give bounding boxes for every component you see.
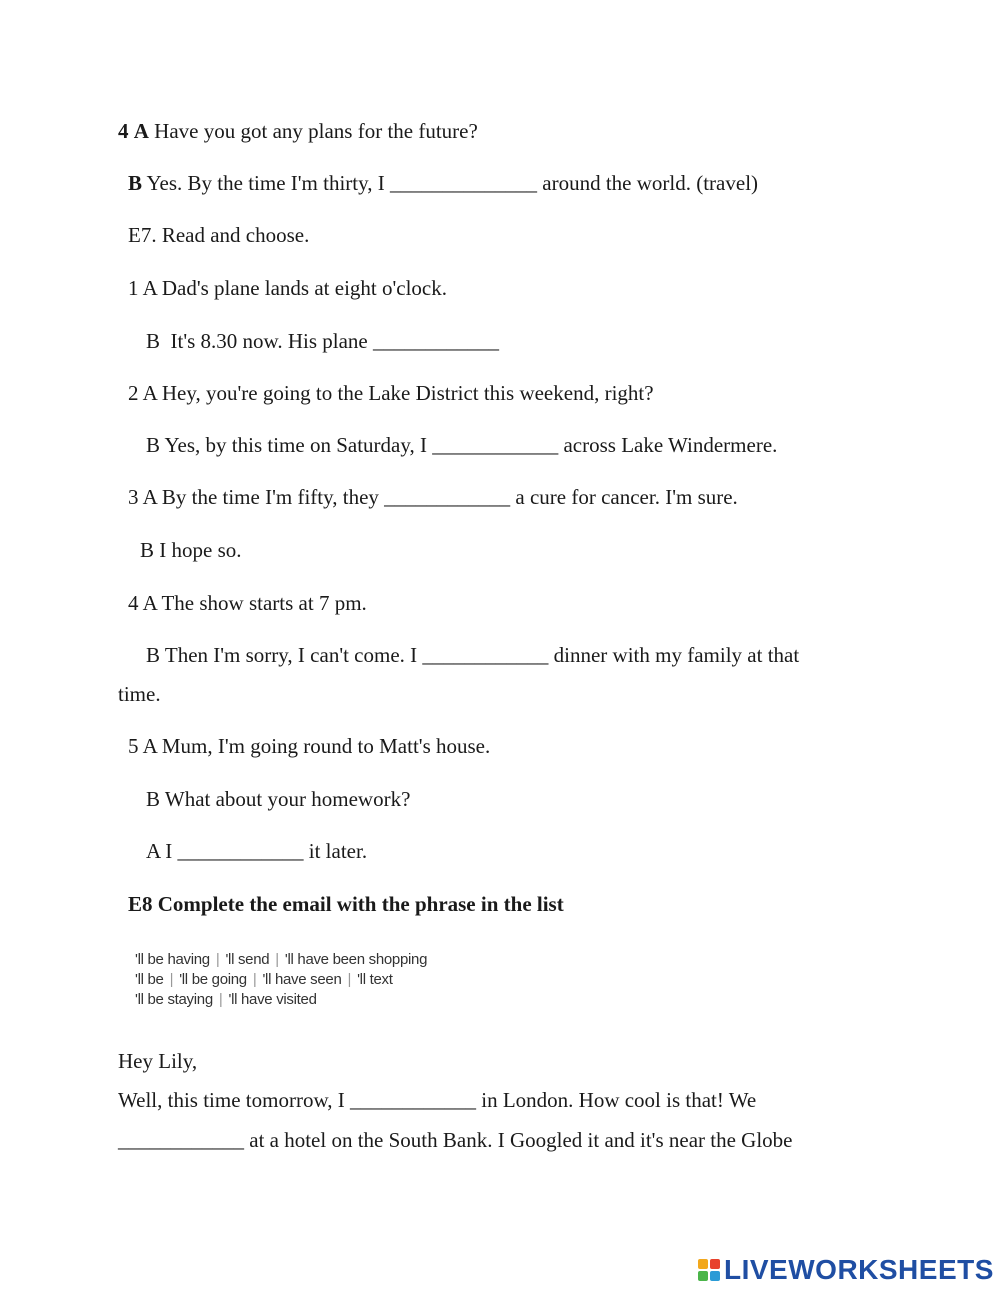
e7-line-5b: B What about your homework? bbox=[146, 787, 411, 811]
e7-line-4b: B Then I'm sorry, I can't come. I ____________ dinner with my family at that bbox=[146, 643, 800, 667]
logo-blocks-icon bbox=[698, 1259, 720, 1281]
word-item: 'll be bbox=[135, 971, 164, 988]
email-line-1: Well, this time tomorrow, I ____________ in London. How cool is that! We bbox=[118, 1088, 757, 1112]
e7-line-3a: 3 A By the time I'm fifty, they ____________ a cure for cancer. I'm sure. bbox=[128, 485, 738, 509]
word-item: 'll send bbox=[225, 951, 270, 968]
e7-line-5c: A I ____________ it later. bbox=[146, 839, 368, 863]
e7-title: E7. Read and choose. bbox=[128, 223, 310, 247]
q4-a-text: Have you got any plans for the future? bbox=[148, 119, 478, 143]
email-greeting: Hey Lily, bbox=[118, 1049, 198, 1073]
logo-block bbox=[710, 1259, 720, 1269]
e7-line-2a: 2 A Hey, you're going to the Lake District this weekend, right? bbox=[128, 381, 654, 405]
word-list-row: 'll be staying | 'll have visited bbox=[135, 991, 317, 1008]
word-item: 'll have been shopping bbox=[284, 951, 428, 968]
word-list bbox=[135, 950, 465, 1010]
e7-line-3b: B I hope so. bbox=[140, 538, 242, 562]
q4-number: 4 bbox=[118, 119, 129, 143]
e7-line-4b-cont: time. bbox=[118, 682, 161, 706]
e8-title: E8 Complete the email with the phrase in the list bbox=[128, 892, 564, 916]
q4-line-a bbox=[118, 118, 478, 144]
logo-block bbox=[698, 1271, 708, 1281]
e7-line-1b: B It's 8.30 now. His plane ____________ bbox=[146, 329, 499, 353]
logo-block bbox=[698, 1259, 708, 1269]
word-list-row: 'll be having | 'll send | 'll have been shopping bbox=[135, 951, 428, 968]
e7-line-2b: B Yes, by this time on Saturday, I ____________ across Lake Windermere. bbox=[146, 433, 778, 457]
word-item: 'll have visited bbox=[228, 991, 317, 1008]
liveworksheets-logo bbox=[698, 1252, 994, 1288]
q4-b-label: B bbox=[128, 171, 143, 195]
word-item: 'll be staying bbox=[135, 991, 213, 1008]
word-item: 'll be going bbox=[179, 971, 247, 988]
word-item: 'll have seen bbox=[262, 971, 342, 988]
q4-b-text: Yes. By the time I'm thirty, I ______________ around the world. (travel) bbox=[142, 171, 759, 195]
q4-line-b bbox=[128, 170, 758, 196]
email-line-2: ____________ at a hotel on the South Bank. I Googled it and it's near the Globe bbox=[118, 1128, 793, 1152]
brand-name: LIVEWORKSHEETS bbox=[724, 1254, 994, 1285]
e7-line-4a: 4 A The show starts at 7 pm. bbox=[128, 591, 367, 615]
e7-line-5a: 5 A Mum, I'm going round to Matt's house. bbox=[128, 734, 491, 758]
q4-a-label: A bbox=[133, 119, 149, 143]
logo-block bbox=[710, 1271, 720, 1281]
word-item: 'll text bbox=[357, 971, 393, 988]
word-list-row: 'll be | 'll be going | 'll have seen | 'll text bbox=[135, 971, 393, 988]
e7-line-1a: 1 A Dad's plane lands at eight o'clock. bbox=[128, 276, 447, 300]
word-item: 'll be having bbox=[135, 951, 210, 968]
